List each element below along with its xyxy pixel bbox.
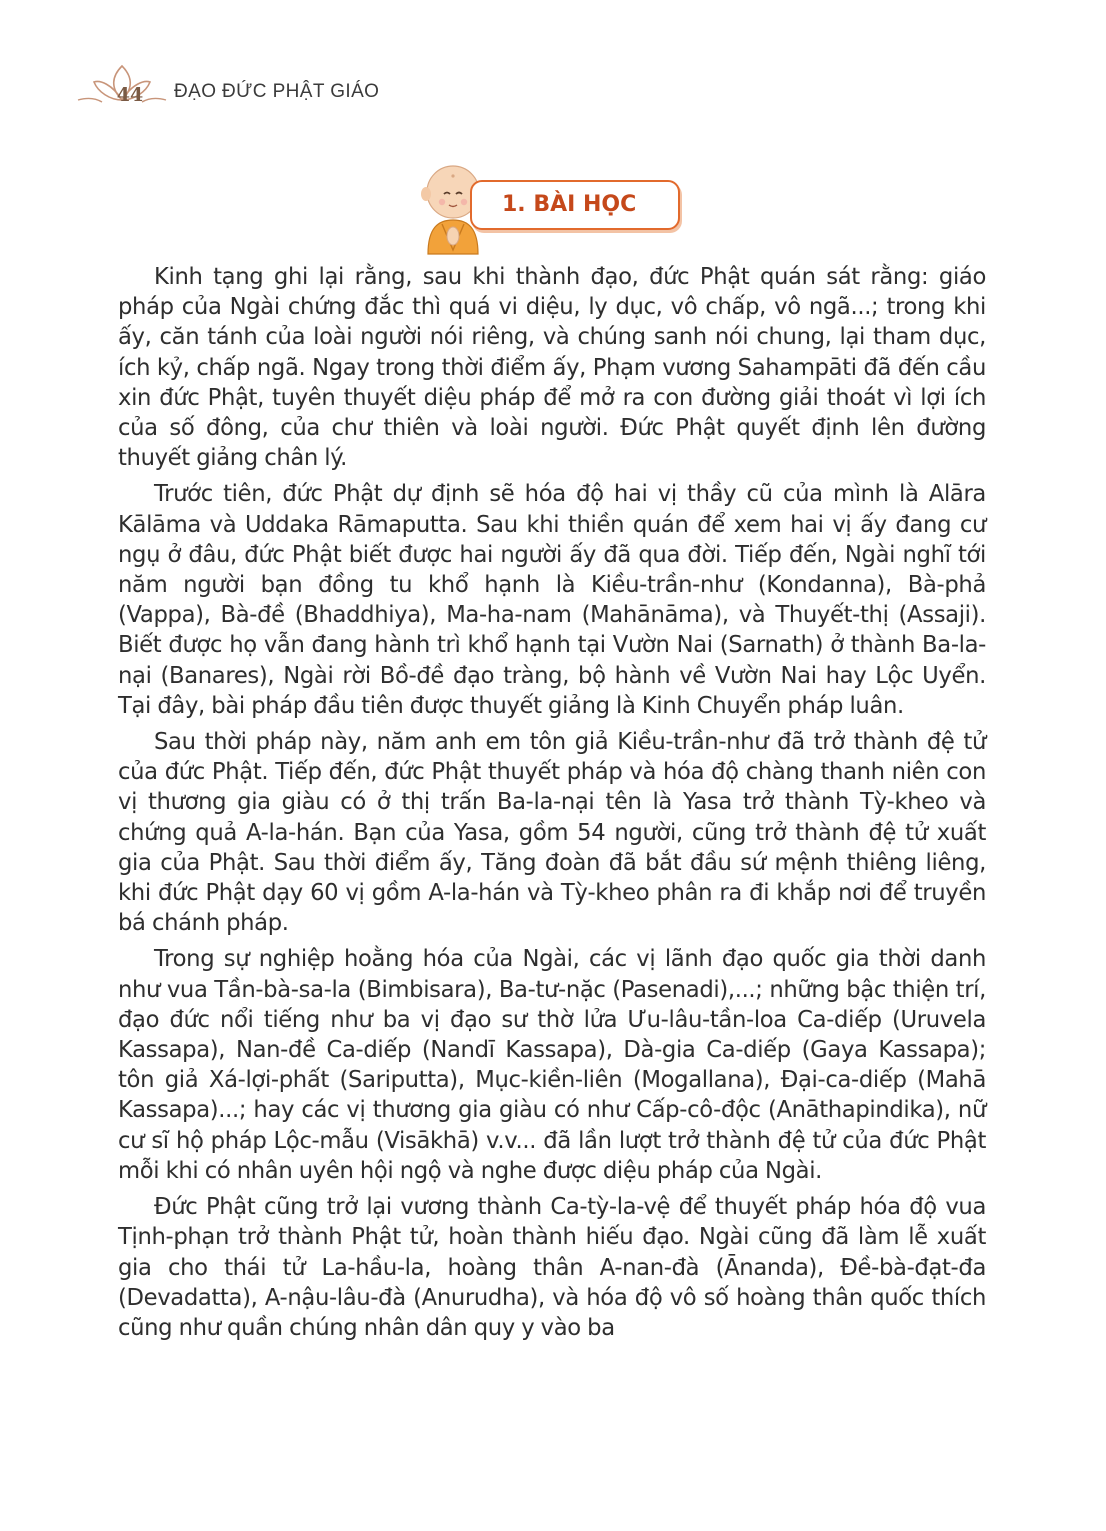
section-title: 1. BÀI HỌC xyxy=(502,192,637,217)
page-number: 44 xyxy=(116,84,144,106)
running-title: ĐẠO ĐỨC PHẬT GIÁO xyxy=(174,81,380,102)
section-heading xyxy=(418,158,688,258)
page-header xyxy=(72,60,492,120)
body-text xyxy=(118,262,986,1349)
section-title-box xyxy=(470,180,680,230)
paragraph: Trong sự nghiệp hoằng hóa của Ngài, các vị lãnh đạo quốc gia thời danh như vua Tần-bà-sa-la (Bimbisara), Ba-tư-nặc (Pasenadi),...; những bậc thiện trí, đạo đức nổi tiếng như ba vị đạo sư thờ lửa Ưu-lâu-tần-loa Ca-diếp (Uruvela Kassapa), Nan-đề Ca-diếp (Nandī Kassapa), Dà-gia Ca-diếp (Gaya Kassapa); tôn giả Xá-lợi-phất (Sariputta), Mục-kiền-liên (Mogallana), Đại-ca-diếp (Mahā Kassapa)...; hay các vị thương gia giàu có như Cấp-cô-độc (Anāthapindika), nữ cư sĩ hộ pháp Lộc-mẫu (Visākhā) v.v... đã lần lượt trở thành đệ tử của đức Phật mỗi khi có nhân uyên hội ngộ và nghe được diệu pháp của Ngài. xyxy=(118,946,986,1184)
paragraph: Kinh tạng ghi lại rằng, sau khi thành đạo, đức Phật quán sát rằng: giáo pháp của Ngài chứng đắc thì quá vi diệu, ly dục, vô chấp, vô ngã...; trong khi ấy, căn tánh của loài người nói riêng, và chúng sanh nói chung, lại tham dục, ích kỷ, chấp ngã. Ngay trong thời điểm ấy, Phạm vương Sahampāti đã đến cầu xin đức Phật, tuyên thuyết diệu pháp để mở ra con đường giải thoát vì lợi ích của số đông, của chư thiên và loài người. Đức Phật quyết định lên đường thuyết giảng chân lý. xyxy=(118,264,986,472)
paragraph: Trước tiên, đức Phật dự định sẽ hóa độ hai vị thầy cũ của mình là Alāra Kālāma và Uddaka Rāmaputta. Sau khi thiền quán để xem hai vị ấy đang cư ngụ ở đâu, đức Phật biết được hai người ấy đã qua đời. Tiếp đến, Ngài nghĩ tới năm người bạn đồng tu khổ hạnh là Kiều-trần-như (Kondanna), Bà-phả (Vappa), Bà-đề (Bhaddhiya), Ma-ha-nam (Mahānāma), và Thuyết-thị (Assaji). Biết được họ vẫn đang hành trì khổ hạnh tại Vườn Nai (Sarnath) ở thành Ba-la-nại (Banares), Ngài rời Bồ-đề đạo tràng, bộ hành về Vườn Nai hay Lộc Uyển. Tại đây, bài pháp đầu tiên được thuyết giảng là Kinh Chuyển pháp luân. xyxy=(118,481,986,719)
paragraph: Đức Phật cũng trở lại vương thành Ca-tỳ-la-vệ để thuyết pháp hóa độ vua Tịnh-phạn trở thành Phật tử, hoàn thành hiếu đạo. Ngài cũng đã làm lễ xuất gia cho thái tử La-hầu-la, hoàng thân A-nan-đà (Ānanda), Đề-bà-đạt-đa (Devadatta), A-nậu-lâu-đà (Anurudha), và hóa độ vô số hoàng thân quốc thích cũng như quần chúng nhân dân quy y vào ba xyxy=(118,1194,986,1341)
paragraph: Sau thời pháp này, năm anh em tôn giả Kiều-trần-như đã trở thành đệ tử của đức Phật. Tiếp đến, đức Phật thuyết pháp và hóa độ chàng thanh niên con vị thương gia giàu có ở thị trấn Ba-la-nại tên là Yasa trở thành Tỳ-kheo và chứng quả A-la-hán. Bạn của Yasa, gồm 54 người, cũng trở thành đệ tử xuất gia của Phật. Sau thời điểm ấy, Tăng đoàn đã bắt đầu sứ mệnh thiêng liêng, khi đức Phật dạy 60 vị gồm A-la-hán và Tỳ-kheo phân ra đi khắp nơi để truyền bá chánh pháp. xyxy=(118,729,986,937)
